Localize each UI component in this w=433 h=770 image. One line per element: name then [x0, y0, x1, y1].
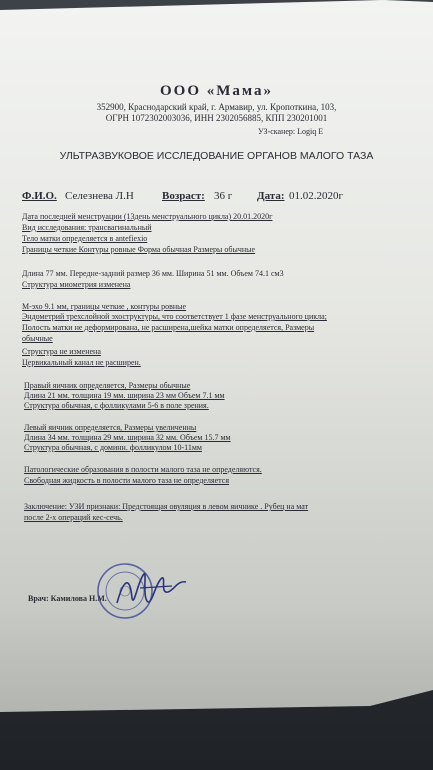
page-title: УЛЬТРАЗВУКОВОЕ ИССЛЕДОВАНИЕ ОРГАНОВ МАЛОГО ТАЗА	[59, 150, 374, 162]
org-address: 352900, Краснодарский край, г. Армавир, ул. Кропоткина, 103,	[96, 102, 337, 112]
dlina-line: Длина 77 мм. Передне-задний размер 36 мм. Ширина 51 мм. Объем 74.1 см3	[22, 269, 284, 278]
miometr-line: Структура миометрия изменена	[22, 280, 131, 289]
age-label: Возраст:	[162, 190, 205, 202]
struct-line: Структура не изменена	[22, 347, 101, 356]
menstr-line: Дата последней менструации (13день менструального цикла) 20.01.2020г	[22, 212, 273, 221]
org-ids: ОГРН 1072302003036, ИНН 2302056885, КПП 230201001	[105, 113, 328, 123]
conclusion-line: Заключение: УЗИ признаки: Предстоящая овуляция в левом яичнике . Рубец на мат	[24, 502, 309, 511]
left-ovary-title: Левый яичник определяется, Размеры увеличенны	[24, 423, 197, 432]
doctor-signature	[112, 568, 192, 613]
right-ovary-size: Длина 21 мм. толщина 19 мм. ширина 23 мм Объем 7.1 мм	[24, 391, 225, 400]
doctor-line: Врач: Камилова Н.М.	[28, 594, 107, 603]
age-value: 36 г	[214, 190, 233, 202]
cerv-line: Цервикальный канал не расширен.	[22, 358, 141, 367]
date-value: 01.02.2020г	[289, 190, 344, 202]
left-ovary-struct: Структура обычная, с доминн. фолликулом 10-11мм	[24, 443, 202, 452]
granicy-line: Границы четкие Контуры ровные Форма обычная Размеры обычные	[22, 245, 256, 254]
polost-line: Полость матки не деформирована, не расширена,шейка матки определяется, Размеры	[22, 323, 315, 332]
right-ovary-struct: Структура обычная, с фолликулами 5-6 в поле зрения.	[24, 401, 209, 410]
polost-line-2: обычные	[22, 334, 53, 343]
fio-label: Ф.И.О.	[22, 190, 57, 202]
endometr-line: Эндометрий трехслойной эхоструктуры, что соответствует 1 фазе менструального цикла;	[22, 312, 327, 321]
mecho-line: М-эхо 9.1 мм, границы четкие , контуры ровные	[22, 302, 187, 311]
fio-value: Селезнева Л.Н	[65, 190, 134, 202]
left-ovary-size: Длина 34 мм. толщина 29 мм. ширина 32 мм. Объем 15.7 мм	[24, 433, 231, 442]
org-name: ООО «Мама»	[159, 83, 274, 99]
telo-line: Тело матки определяется в antefiexio	[22, 234, 148, 243]
date-label: Дата:	[257, 190, 285, 202]
vid-line: Вид исследования: трансвагинальный	[22, 223, 152, 232]
zhidk-line: Свободная жидкость в полости малого таза не определяется	[24, 476, 229, 485]
conclusion-line-2: после 2-х операций кес-сечь.	[24, 513, 123, 522]
patol-line: Патологические образования в полости малого таза не определяются.	[24, 465, 262, 474]
right-ovary-title: Правый яичник определяется, Размеры обычные	[24, 381, 191, 390]
scanner-label: УЗ-сканер: Logiq E	[258, 127, 324, 136]
